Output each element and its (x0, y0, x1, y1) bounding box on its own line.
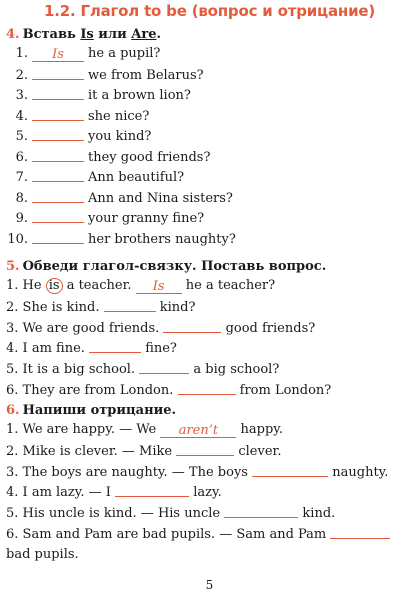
exercise-row (6, 229, 413, 250)
exercise-row (6, 167, 413, 188)
item-number: 3. (15, 88, 28, 103)
exercise-row: 3. The boys are naughty. — The boys naughty. (6, 464, 389, 480)
item-number: 2. (15, 67, 28, 83)
exercise-row: 3. We are good friends. good friends? (6, 320, 316, 336)
answer-blank[interactable]: Is (136, 280, 182, 294)
item-text: it a brown lion? (88, 88, 191, 103)
exercise-row (6, 65, 413, 86)
item-number: 10. (7, 231, 28, 247)
item-number: 1. (15, 46, 28, 61)
answer-blank[interactable] (89, 339, 141, 353)
exercise-number: 4. (6, 27, 20, 42)
item-text: you kind? (88, 129, 152, 144)
exercise-4-heading: 4. Вставь Is или Are. (6, 27, 162, 42)
circled-verb: is (46, 278, 63, 294)
exercise-5-heading: 5. Обведи глагол-связку. Поставь вопрос. (6, 259, 327, 274)
answer-blank[interactable] (32, 189, 84, 203)
item-text: Ann and Nina sisters? (88, 190, 233, 206)
exercise-row: 5. It is a big school. a big school? (6, 362, 280, 378)
exercise-row-continuation: bad pupils. (6, 546, 79, 562)
exercise-row: 1. We are happy. — We aren’t happy. (6, 422, 284, 438)
answer-blank[interactable] (32, 66, 84, 80)
item-number: 5. (15, 129, 28, 144)
exercise-6 (6, 402, 413, 566)
answer-blank[interactable] (32, 230, 84, 244)
item-number: 7. (15, 170, 28, 185)
word-is: Is (80, 27, 94, 42)
exercise-row: 2. Mike is clever. — Mike clever. (6, 443, 282, 459)
answer-blank[interactable]: aren’t (160, 424, 236, 438)
answer-blank[interactable] (330, 525, 390, 539)
exercise-row: 1. He is a teacher. Is he a teacher? (6, 278, 276, 294)
item-text: he a pupil? (88, 46, 161, 61)
answer-blank[interactable] (224, 504, 298, 518)
exercise-number: 6. (6, 403, 20, 418)
exercise-row (6, 85, 413, 106)
answer-blank[interactable] (104, 298, 156, 312)
item-text: they good friends? (88, 149, 211, 165)
word-are: Are (131, 27, 157, 42)
exercise-row: 6. They are from London. from London? (6, 382, 332, 398)
answer-blank[interactable] (163, 319, 221, 333)
answer-blank[interactable] (139, 360, 189, 374)
answer-blank[interactable] (178, 381, 236, 395)
answer-blank[interactable] (32, 168, 84, 182)
answer-blank[interactable] (252, 463, 328, 477)
answer-blank[interactable]: Is (32, 48, 84, 62)
exercise-row (6, 126, 413, 147)
item-number: 9. (15, 211, 28, 226)
exercise-4 (6, 26, 413, 249)
answer-blank[interactable] (32, 86, 84, 100)
exercise-row (6, 147, 413, 168)
exercise-row: 5. His uncle is kind. — His uncle kind. (6, 506, 336, 522)
exercise-row (6, 44, 413, 65)
exercise-5 (6, 258, 413, 401)
item-text: Ann beautiful? (88, 170, 185, 185)
exercise-row: 4. I am fine. fine? (6, 341, 177, 357)
item-text: her brothers naughty? (88, 231, 236, 247)
answer-blank[interactable] (32, 127, 84, 141)
answer-blank[interactable] (176, 442, 234, 456)
exercise-row (6, 208, 413, 229)
exercise-6-heading: 6. Напиши отрицание. (6, 403, 177, 418)
answer-blank[interactable] (32, 148, 84, 162)
exercise-row: 6. Sam and Pam are bad pupils. — Sam and Pam (6, 524, 413, 545)
exercise-number: 5. (6, 259, 20, 274)
exercise-row: 2. She is kind. kind? (6, 299, 196, 315)
item-number: 4. (15, 108, 28, 124)
item-text: she nice? (88, 108, 150, 124)
exercise-row (6, 106, 413, 127)
answer-blank[interactable] (32, 209, 84, 223)
item-number: 8. (15, 190, 28, 206)
page-number: 5 (205, 578, 214, 592)
answer-blank[interactable] (115, 483, 189, 497)
exercise-row: 4. I am lazy. — I lazy. (6, 485, 222, 501)
item-text: your granny fine? (88, 211, 205, 226)
item-text: we from Belarus? (88, 67, 204, 83)
item-number: 6. (15, 149, 28, 165)
answer-blank[interactable] (32, 107, 84, 121)
page-title: 1.2. Глагол to be (вопрос и отрицание) (43, 2, 376, 20)
exercise-row (6, 188, 413, 209)
